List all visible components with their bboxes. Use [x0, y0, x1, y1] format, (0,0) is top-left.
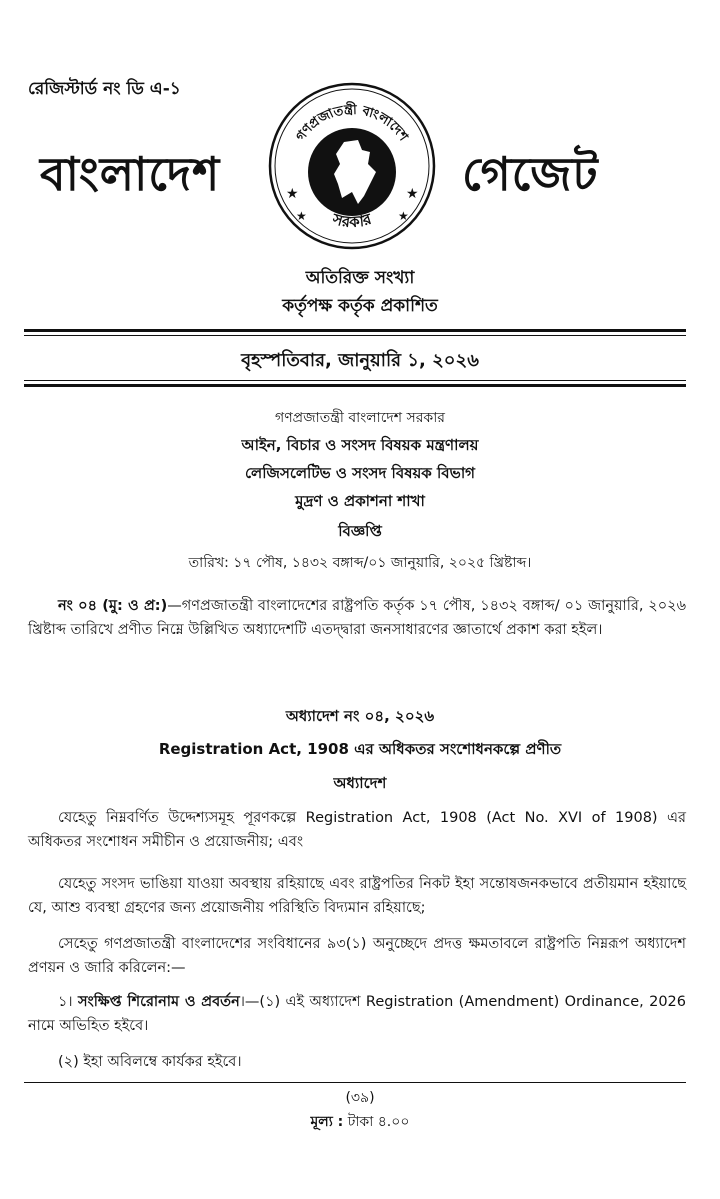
date-rule-thin — [24, 380, 686, 381]
whereas-text-2: যেহেতু সংসদ ভাঙিয়া যাওয়া অবস্থায় রহিয়াছে এবং রাষ্ট্রপতির নিকট ইহা সন্তোষজনকভাবে প্রতীয়মান হইয়াছে যে, আশু ব্যবস্থা গ্রহণের জন্য প্রয়োজনীয় পরিস্থিতি বিদ্যমান রহিয়াছে; — [28, 876, 686, 916]
section-1-sub-2-text: (২) ইহা অবিলম্বে কার্যকর হইবে। — [58, 1054, 242, 1070]
star-icon: ★ — [286, 186, 299, 202]
ordinance-title: Registration Act, 1908 এর অধিকতর সংশোধনকল্পে প্রণীত — [158, 740, 562, 758]
government-seal — [266, 80, 438, 252]
date-rule-thick — [24, 384, 686, 387]
star-icon: ★ — [398, 209, 409, 223]
price-value: টাকা ৪.০০ — [347, 1114, 410, 1130]
section-1-number: ১। — [58, 994, 73, 1010]
ordinance-number: অধ্যাদেশ নং ০৪, ২০২৬ — [285, 707, 435, 725]
therefore-text: সেহেতু গণপ্রজাতন্ত্রী বাংলাদেশের সংবিধানের ৯৩(১) অনুচ্ছেদে প্রদত্ত ক্ষমতাবলে রাষ্ট্রপতি নিম্নরূপ অধ্যাদেশ প্রণয়ন ও জারি করিলেন:— — [28, 936, 686, 976]
header-rule-thick — [24, 329, 686, 332]
published-by-label: কর্তৃপক্ষ কর্তৃক প্রকাশিত — [282, 296, 438, 316]
section-1-title: সংক্ষিপ্ত শিরোনাম ও প্রবর্তন — [77, 994, 240, 1010]
price-line — [0, 1110, 720, 1134]
page-number: (৩৯) — [345, 1090, 375, 1106]
government-name: গণপ্রজাতন্ত্রী বাংলাদেশ সরকার — [275, 410, 445, 426]
ordinance-heading: অধ্যাদেশ — [333, 774, 387, 792]
star-icon: ★ — [406, 186, 419, 202]
whereas-paragraph-2 — [28, 872, 686, 920]
section-1-paragraph — [28, 990, 686, 1038]
section-1-text: ।—(১) এই অধ্যাদেশ Registration (Amendment) Ordinance, 2026 নামে অভিহিত হইবে। — [28, 994, 687, 1034]
notification-date: তারিখ: ১৭ পৌষ, ১৪৩২ বঙ্গাব্দ/০১ জানুয়ারি, ২০২৫ খ্রিষ্টাব্দ। — [188, 555, 532, 571]
whereas-paragraph-1 — [28, 806, 686, 854]
division-name: লেজিসলেটিভ ও সংসদ বিষয়ক বিভাগ — [244, 464, 476, 482]
registration-number: রেজিস্টার্ড নং ডি এ-১ — [28, 79, 181, 99]
star-icon: ★ — [296, 209, 307, 223]
extra-issue-label: অতিরিক্ত সংখ্যা — [305, 268, 415, 288]
gazette-date: বৃহস্পতিবার, জানুয়ারি ১, ২০২৬ — [241, 350, 479, 371]
branch-name: মুদ্রণ ও প্রকাশনা শাখা — [295, 492, 425, 510]
footer-rule — [24, 1082, 686, 1083]
notice-number: নং ০৪ (মু: ও প্র:) — [58, 598, 168, 614]
notification-heading: বিজ্ঞপ্তি — [338, 522, 382, 540]
seal-top-text: গণপ্রজাতন্ত্রী বাংলাদেশ — [293, 102, 411, 145]
notice-text: —গণপ্রজাতন্ত্রী বাংলাদেশের রাষ্ট্রপতি কর্তৃক ১৭ পৌষ, ১৪৩২ বঙ্গাব্দ/ ০১ জানুয়ারি, ২০২৬ খ্রিষ্টাব্দ তারিখে প্রণীত নিম্নে উল্লিখিত অধ্যাদেশটি এতদ্দ্বারা জনসাধারণের জ্ঞাতার্থে প্রকাশ করা হইল। — [28, 598, 687, 638]
whereas-text-1: যেহেতু নিম্নবর্ণিত উদ্দেশ্যসমূহ পূরণকল্পে Registration Act, 1908 (Act No. XVI of 1908) এর অধিকতর সংশোধন সমীচীন ও প্রয়োজনীয়; এবং — [28, 810, 686, 850]
price-label: মূল্য : — [310, 1114, 344, 1130]
gazette-title-right: গেজেট — [462, 147, 599, 201]
notice-paragraph — [28, 594, 686, 642]
seal-bottom-text: সরকার — [330, 209, 374, 232]
gazette-title-left: বাংলাদেশ — [40, 147, 221, 201]
therefore-paragraph — [28, 932, 686, 980]
ministry-name: আইন, বিচার ও সংসদ বিষয়ক মন্ত্রণালয় — [241, 436, 479, 454]
header-rule-thin — [24, 335, 686, 336]
section-1-sub-2-paragraph — [28, 1050, 686, 1074]
